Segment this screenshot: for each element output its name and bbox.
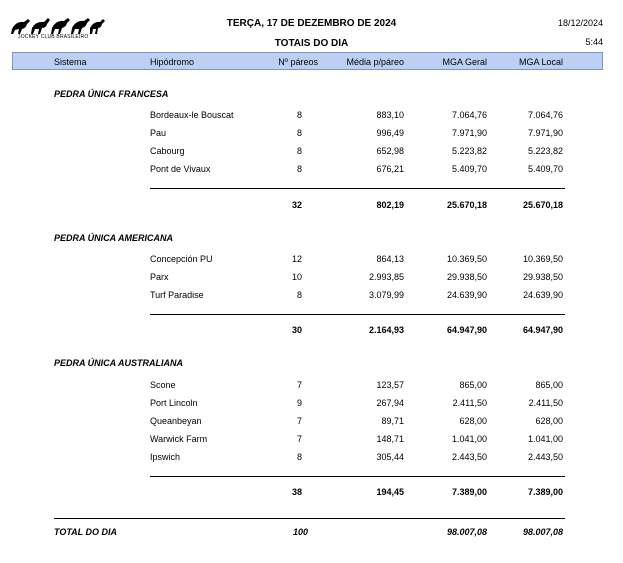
report-time: 5:44 [585,37,603,47]
section-total-media: 2.164,93 [368,325,404,335]
section-total-mga-local: 7.389,00 [527,487,563,497]
table-cell-mga-local: 24.639,90 [522,290,563,300]
table-cell-mga-local: 29.938,50 [522,272,563,282]
table-cell-mga-local: 5.409,70 [527,164,563,174]
section-subtotal-rule [150,188,565,189]
table-cell-media: 89,71 [381,416,404,426]
table-cell-pareos: 9 [296,398,302,408]
table-cell-mga-geral: 2.443,50 [451,452,487,462]
table-cell-pareos: 8 [296,146,302,156]
table-cell-mga-geral: 24.639,90 [446,290,487,300]
table-cell-mga-geral: 628,00 [459,416,487,426]
table-cell-hipodromo: Queanbeyan [150,416,202,426]
column-header-mga-local: MGA Local [518,57,563,67]
grand-total-label: TOTAL DO DIA [54,527,117,537]
grand-total-mga-local: 98.007,08 [522,527,563,537]
table-cell-pareos: 8 [296,164,302,174]
table-cell-media: 652,98 [376,146,404,156]
report-date-title: TERÇA, 17 DE DEZEMBRO DE 2024 [226,18,397,29]
column-header-mga-geral: MGA Geral [442,57,487,67]
table-cell-mga-geral: 7.064,76 [451,110,487,120]
table-cell-mga-local: 7.971,90 [527,128,563,138]
table-cell-hipodromo: Port Lincoln [150,398,198,408]
section-total-mga-local: 25.670,18 [522,200,563,210]
table-cell-mga-geral: 1.041,00 [451,434,487,444]
table-cell-pareos: 10 [291,272,302,282]
section-total-mga-local: 64.947,90 [522,325,563,335]
table-cell-mga-local: 5.223,82 [527,146,563,156]
table-cell-hipodromo: Turf Paradise [150,290,204,300]
section-subtotal-rule [150,476,565,477]
table-cell-mga-local: 628,00 [535,416,563,426]
table-cell-pareos: 12 [291,254,302,264]
table-cell-media: 305,44 [376,452,404,462]
table-cell-pareos: 7 [296,380,302,390]
table-cell-mga-geral: 5.409,70 [451,164,487,174]
table-cell-media: 996,49 [376,128,404,138]
table-cell-mga-local: 2.443,50 [527,452,563,462]
table-cell-pareos: 7 [296,434,302,444]
section-total-mga-geral: 25.670,18 [446,200,487,210]
table-cell-mga-local: 10.369,50 [522,254,563,264]
section-subtotal-rule [150,314,565,315]
section-total-media: 802,19 [376,200,404,210]
table-cell-hipodromo: Parx [150,272,169,282]
table-cell-media: 148,71 [376,434,404,444]
table-cell-media: 883,10 [376,110,404,120]
column-header-sistema: Sistema [54,57,87,67]
table-cell-pareos: 7 [296,416,302,426]
table-cell-mga-geral: 865,00 [459,380,487,390]
table-cell-hipodromo: Pont de Vivaux [150,164,211,174]
logo-text: JOCKEY CLUB BRASILEIRO [18,34,89,40]
table-cell-hipodromo: Cabourg [150,146,185,156]
table-cell-pareos: 8 [296,290,302,300]
column-header-pareos: Nº páreos [278,57,318,67]
report-subtitle: TOTAIS DO DIA [274,38,349,49]
table-cell-pareos: 8 [296,452,302,462]
table-cell-mga-local: 2.411,50 [528,398,563,408]
table-cell-hipodromo: Ipswich [150,452,181,462]
column-header-hipodromo: Hipódromo [150,57,195,67]
table-cell-hipodromo: Scone [150,380,176,390]
section-title: PEDRA ÚNICA FRANCESA [54,89,169,99]
table-cell-media: 864,13 [376,254,404,264]
table-cell-pareos: 8 [296,128,302,138]
table-cell-media: 267,94 [376,398,404,408]
table-cell-hipodromo: Concepción PU [150,254,213,264]
table-cell-pareos: 8 [296,110,302,120]
table-cell-hipodromo: Bordeaux-le Bouscat [150,110,234,120]
section-total-pareos: 32 [291,200,302,210]
grand-total-mga-geral: 98.007,08 [446,527,487,537]
section-total-mga-geral: 7.389,00 [451,487,487,497]
section-total-pareos: 38 [291,487,302,497]
table-cell-mga-local: 1.041,00 [527,434,563,444]
table-cell-mga-local: 7.064,76 [527,110,563,120]
table-cell-mga-geral: 10.369,50 [446,254,487,264]
table-cell-hipodromo: Warwick Farm [150,434,208,444]
table-cell-hipodromo: Pau [150,128,167,138]
section-total-mga-geral: 64.947,90 [446,325,487,335]
table-cell-media: 3.079,99 [368,290,404,300]
grand-total-rule [54,518,565,519]
table-cell-mga-local: 865,00 [535,380,563,390]
section-title: PEDRA ÚNICA AMERICANA [54,233,173,243]
table-cell-mga-geral: 5.223,82 [451,146,487,156]
section-title: PEDRA ÚNICA AUSTRALIANA [54,358,183,368]
table-cell-media: 2.993,85 [368,272,404,282]
grand-total-pareos: 100 [292,527,308,537]
table-cell-mga-geral: 29.938,50 [446,272,487,282]
table-cell-media: 123,57 [376,380,404,390]
section-total-pareos: 30 [291,325,302,335]
table-cell-media: 676,21 [376,164,404,174]
column-header-media: Média p/páreo [346,57,404,67]
section-total-media: 194,45 [376,487,404,497]
table-cell-mga-geral: 7.971,90 [451,128,487,138]
report-date: 18/12/2024 [557,18,603,28]
table-cell-mga-geral: 2.411,50 [452,398,487,408]
